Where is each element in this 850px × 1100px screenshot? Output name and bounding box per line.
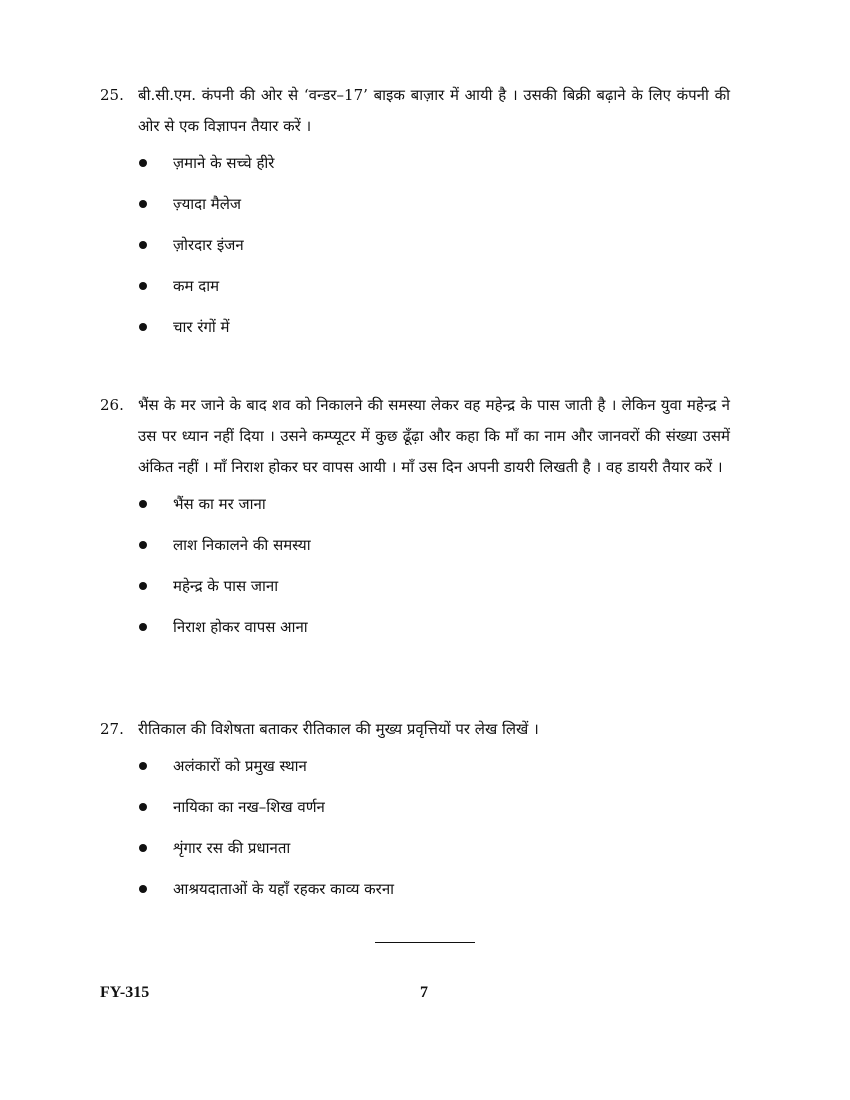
list-item	[138, 837, 730, 878]
list-item	[138, 493, 730, 534]
list-item-text: ज़ोरदार इंजन	[173, 236, 244, 254]
list-item	[138, 575, 730, 616]
list-item-text: शृंगार रस की प्रधानता	[173, 839, 291, 857]
list-item-text: आश्रयदाताओं के यहाँ रहकर काव्य करना	[173, 880, 395, 898]
bullet-icon	[139, 582, 147, 590]
bullet-list	[138, 755, 730, 919]
question-26	[100, 390, 730, 657]
end-divider	[375, 942, 475, 943]
list-item-text: ज़माने के सच्चे हीरे	[173, 154, 275, 172]
bullet-icon	[139, 541, 147, 549]
question-25	[100, 80, 730, 357]
list-item	[138, 534, 730, 575]
bullet-icon	[139, 762, 147, 770]
question-text: रीतिकाल की विशेषता बताकर रीतिकाल की मुख्य प्रवृत्तियों पर लेख लिखें ।	[138, 720, 539, 738]
list-item-text: अलंकारों को प्रमुख स्थान	[173, 757, 307, 775]
bullet-icon	[139, 885, 147, 893]
question-number: 27.	[100, 720, 124, 738]
bullet-icon	[139, 500, 147, 508]
list-item-text: भैंस का मर जाना	[173, 495, 266, 513]
question-27	[100, 714, 730, 919]
bullet-icon	[139, 282, 147, 290]
question-text: बी.सी.एम. कंपनी की ओर से ‘वन्डर–17’ बाइक बाज़ार में आयी है । उसकी बिक्री बढ़ाने के लिए कंपनी की ओर से एक विज्ञापन तैयार करें ।	[138, 86, 730, 135]
bullet-icon	[139, 200, 147, 208]
list-item	[138, 796, 730, 837]
list-item-text: निराश होकर वापस आना	[173, 618, 308, 636]
list-item-text: चार रंगों में	[173, 318, 230, 336]
bullet-list	[138, 152, 730, 357]
bullet-list	[138, 493, 730, 657]
list-item-text: ज़्यादा मैलेज	[173, 195, 242, 213]
paper-code: FY-315	[100, 984, 150, 1001]
bullet-icon	[139, 241, 147, 249]
list-item	[138, 616, 730, 657]
list-item	[138, 755, 730, 796]
question-number: 26.	[100, 396, 124, 414]
question-number: 25.	[100, 86, 124, 104]
list-item-text: नायिका का नख–शिख वर्णन	[173, 798, 325, 816]
bullet-icon	[139, 159, 147, 167]
list-item	[138, 193, 730, 234]
list-item-text: लाश निकालने की समस्या	[173, 536, 311, 554]
list-item	[138, 152, 730, 193]
list-item	[138, 316, 730, 357]
list-item	[138, 234, 730, 275]
list-item-text: महेन्द्र के पास जाना	[173, 577, 279, 595]
bullet-icon	[139, 844, 147, 852]
question-text: भैंस के मर जाने के बाद शव को निकालने की समस्या लेकर वह महेन्द्र के पास जाती है । लेकिन युवा महेन्द्र ने उस पर ध्यान नहीं दिया । उसने कम्प्यूटर में कुछ ढूँढ़ा और कहा कि माँ का नाम और जानवरों की संख्या उसमें अंकित नहीं । माँ निराश होकर घर वापस आयी । माँ उस दिन अपनी डायरी लिखती है । वह डायरी तैयार करें ।	[138, 396, 730, 476]
bullet-icon	[139, 623, 147, 631]
bullet-icon	[139, 323, 147, 331]
list-item-text: कम दाम	[173, 277, 220, 295]
list-item	[138, 275, 730, 316]
list-item	[138, 878, 730, 919]
bullet-icon	[139, 803, 147, 811]
page-number: 7	[420, 984, 428, 1001]
